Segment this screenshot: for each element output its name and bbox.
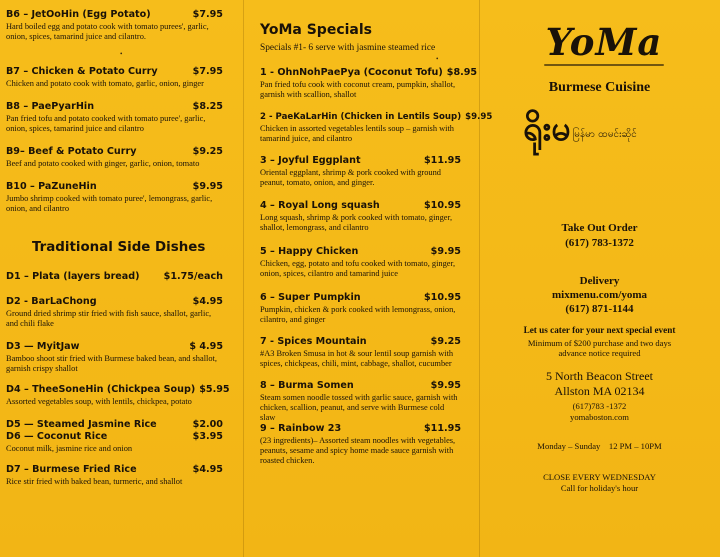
restaurant-website: yomaboston.com <box>570 412 629 422</box>
special-item <box>243 67 479 100</box>
divider-dot-icon: • <box>120 50 123 58</box>
delivery-phone: (617) 871-1144 <box>565 303 634 315</box>
closed-notice: CLOSE EVERY WEDNESDAY <box>543 472 656 482</box>
special-item <box>243 155 479 188</box>
takeout-phone: (617) 783-1372 <box>565 237 634 249</box>
special-item <box>243 111 493 144</box>
address-city: Allston MA 02134 <box>554 384 645 398</box>
item-name: B10 – PaZuneHin <box>6 181 97 192</box>
menu-item <box>0 181 243 214</box>
item-name: D5 — Steamed Jasmine Rice <box>6 419 157 430</box>
item-description: Steam somen noodle tossed with garlic sauce, garnish with chicken, scallion, peanut, and serve with Burmese cold slaw <box>260 393 458 422</box>
item-price: $4.95 <box>192 464 223 475</box>
cuisine-title: Burmese Cuisine <box>548 80 651 95</box>
side-item <box>0 341 243 374</box>
item-description: Hard boiled egg and potato cook with tomato purees', garlic, onion, spices, tamarind juice and cilantro. <box>6 22 209 41</box>
item-name: 2 - PaeKaLarHin (Chicken in Lentils Soup) <box>260 112 462 122</box>
item-description: (23 ingredients)– Assorted steam noodles with vegetables, peanuts, sesame and spicy home made sauce garnish with roasted chicken. <box>260 436 456 465</box>
item-description: Bamboo shoot stir fried with Burmese baked bean, and shallot, garnish crispy shallot <box>6 354 217 373</box>
item-price: $9.95 <box>430 246 461 257</box>
item-description: Ground dried shrimp stir fried with fish sauce, shallot, garlic, and chili flake <box>6 309 212 328</box>
menu-column-left <box>0 0 243 557</box>
catering-note: advance notice required <box>558 348 641 358</box>
item-name: 8 – Burma Somen <box>260 380 354 391</box>
side-item <box>0 419 243 454</box>
special-item <box>243 292 479 325</box>
address-street: 5 North Beacon Street <box>546 369 653 383</box>
delivery-label: Delivery <box>579 275 620 287</box>
catering-note: Minimum of $200 purchase and two days <box>527 338 672 348</box>
item-description: Chicken and potato cook with tomato, garlic, onion, ginger <box>6 79 204 88</box>
side-item <box>0 384 243 407</box>
myanmar-subtext: မြန်မာ ထမင်းဆိုင် <box>572 128 637 140</box>
item-description: Oriental eggplant, shrimp & pork cooked with ground peanut, tomato, onion, and ginger. <box>260 168 441 187</box>
item-name: 1 - OhnNohPaePya (Coconut Tofu) <box>260 67 443 78</box>
restaurant-phone: (617)783 -1372 <box>572 401 627 411</box>
side-dishes-heading: Traditional Side Dishes <box>32 240 206 255</box>
item-name: B9– Beef & Potato Curry <box>6 146 137 157</box>
item-name: B7 – Chicken & Potato Curry <box>6 66 158 77</box>
menu-item <box>0 66 243 89</box>
special-item <box>243 336 479 369</box>
menu-item <box>0 9 243 42</box>
item-description: Chicken, egg, potato and tofu cooked with tomato, ginger, onion, spices, cilantro and tamarind juice <box>260 259 456 278</box>
specials-subtitle: Specials #1- 6 serve with jasmine steamed rice <box>260 43 436 53</box>
side-item <box>0 271 243 283</box>
item-name: B8 – PaePyarHin <box>6 101 95 112</box>
menu-column-middle <box>243 0 493 557</box>
special-item <box>243 380 479 423</box>
item-description: Pan fried tofu cook with coconut cream, pumpkin, shallot, garnish with scallion, shallot <box>260 80 456 99</box>
side-item <box>0 464 243 487</box>
item-price: $10.95 <box>423 200 461 211</box>
special-item <box>243 246 479 279</box>
holiday-notice: Call for holiday's hour <box>560 483 639 493</box>
divider-dot-icon: • <box>436 55 439 63</box>
item-price: $8.95 <box>446 67 478 78</box>
item-name: D3 — MyitJaw <box>6 341 80 352</box>
item-price: $ 4.95 <box>189 341 223 352</box>
item-name: 7 - Spices Mountain <box>260 336 367 347</box>
delivery-website: mixmenu.com/yoma <box>551 289 647 301</box>
item-price: $4.95 <box>192 296 223 307</box>
item-price: $9.95 <box>465 112 493 122</box>
specials-heading: YoMa Specials <box>260 22 372 38</box>
item-price: $2.00 <box>192 419 223 430</box>
item-price: $8.25 <box>192 101 223 112</box>
menu-item <box>0 101 243 134</box>
yoma-logo <box>524 20 684 66</box>
item-description: Long squash, shrimp & pork cooked with tomato, ginger, shallot, lemongrass, and cilantro <box>260 213 453 232</box>
item-price: $11.95 <box>423 423 461 434</box>
item-price: $10.95 <box>423 292 461 303</box>
item-description: Pan fried tofu and potato cooked with tomato puree', garlic, onion, spices, tamarind juice and cilantro <box>6 114 206 133</box>
item-name: D2 - BarLaChong <box>6 296 97 307</box>
item-description: Rice stir fried with baked bean, turmeric, and shallot <box>6 477 183 486</box>
item-name: 4 – Royal Long squash <box>260 200 380 211</box>
item-name: D7 – Burmese Fried Rice <box>6 464 137 475</box>
myanmar-name <box>523 109 637 149</box>
catering-title: Let us cater for your next special event <box>523 325 676 335</box>
special-item <box>243 423 479 466</box>
item-description: Chicken in assorted vegetables lentils soup – garnish with tamarind juice, and cilantro <box>260 124 454 143</box>
item-name: 5 – Happy Chicken <box>260 246 359 257</box>
item-description: Beef and potato cooked with ginger, garlic, onion, tomato <box>6 159 200 168</box>
item-price: $3.95 <box>192 431 223 442</box>
special-item <box>243 200 479 233</box>
item-name: D4 – TheeSoneHin (Chickpea Soup) <box>6 384 196 395</box>
item-price: $9.25 <box>192 146 223 157</box>
item-name: D1 – Plata (layers bread) <box>6 271 140 282</box>
item-price: $7.95 <box>192 9 223 20</box>
item-name: B6 – JetOoHin (Egg Potato) <box>6 9 151 20</box>
item-price: $5.95 <box>199 384 230 395</box>
myanmar-logo-text: ရိုးမ <box>523 109 571 149</box>
logo-swash <box>544 64 664 66</box>
logo-text: YoMa <box>545 20 663 64</box>
item-name: 3 – Joyful Eggplant <box>260 155 361 166</box>
takeout-label: Take Out Order <box>561 222 638 234</box>
item-name: D6 — Coconut Rice <box>6 431 108 442</box>
item-description: Assorted vegetables soup, with lentils, chickpea, potato <box>6 397 192 406</box>
item-price: $11.95 <box>423 155 461 166</box>
item-price: $1.75/each <box>163 271 223 282</box>
item-name: 9 – Rainbow 23 <box>260 423 342 434</box>
side-item <box>0 296 243 329</box>
item-price: $9.95 <box>430 380 461 391</box>
cover-panel <box>479 0 720 557</box>
opening-hours: Monday – Sunday 12 PM – 10PM <box>537 441 662 451</box>
item-description: #A3 Broken Smusa in hot & sour lentil soup garnish with spices, chickpeas, chili, mint, cabbage, shallot, cucumber <box>260 349 454 368</box>
item-description: Pumpkin, chicken & pork cooked with lemongrass, onion, cilantro, and ginger <box>260 305 456 324</box>
menu-item <box>0 146 243 169</box>
item-price: $9.25 <box>430 336 461 347</box>
item-description: Coconut milk, jasmine rice and onion <box>6 444 133 453</box>
item-price: $9.95 <box>192 181 223 192</box>
item-name: 6 – Super Pumpkin <box>260 292 361 303</box>
item-price: $7.95 <box>192 66 223 77</box>
item-description: Jumbo shrimp cooked with tomato puree', lemongrass, garlic, onion, and cilantro <box>6 194 213 213</box>
